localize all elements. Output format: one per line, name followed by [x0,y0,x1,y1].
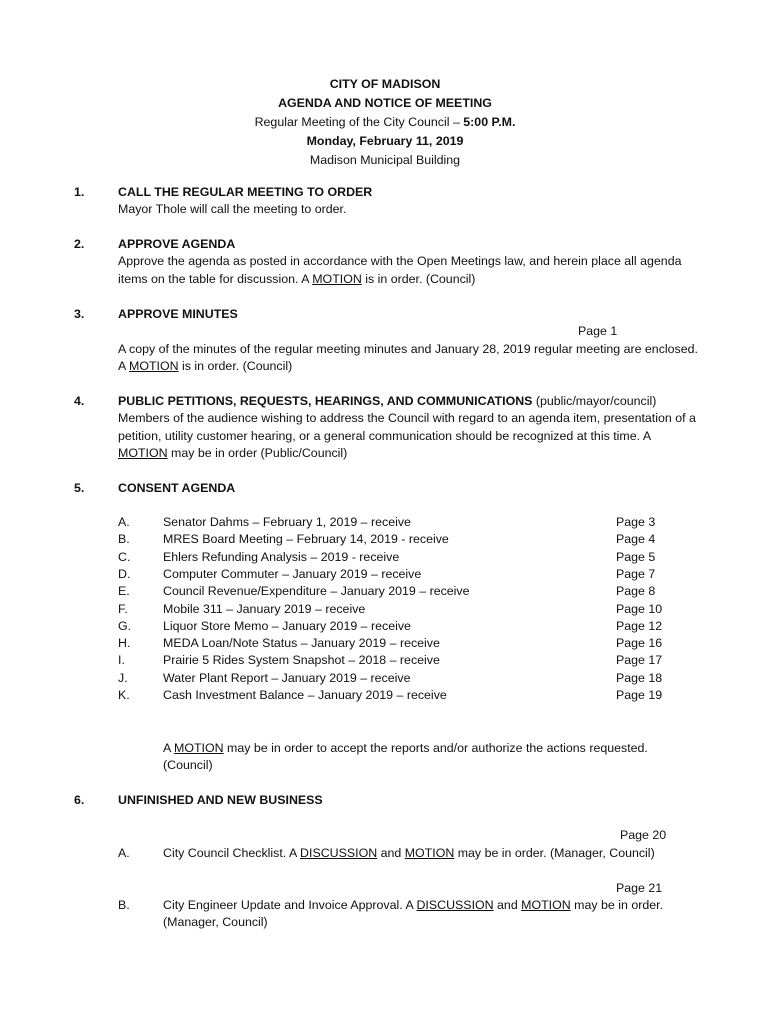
consent-item [0,652,770,669]
page-reference: Page 12 [616,618,663,633]
city-name: CITY OF MADISON [329,77,441,91]
page-reference: Page 7 [616,566,656,581]
section-title: PUBLIC PETITIONS, REQUESTS, HEARINGS, AND COMMUNICATIONS [118,394,533,408]
item-text: Council Revenue/Expenditure – January 2019 – receive [163,584,470,599]
item-text: Mobile 311 – January 2019 – receive [163,601,366,616]
item-letter: B. [118,898,130,912]
item-text: City Council Checklist. A DISCUSSION and MOTION may be in order. (Manager, Council) [163,846,655,860]
section-title: APPROVE AGENDA [118,237,236,251]
item-text: Cash Investment Balance – January 2019 – receive [163,688,447,702]
page-reference: Page 10 [616,601,663,616]
consent-item [0,549,770,566]
item-text: Prairie 5 Rides System Snapshot – 2018 – receive [163,653,440,668]
item-letter: G. [118,618,132,633]
consent-item [0,601,770,618]
item-letter: D. [118,566,131,581]
consent-item [0,583,770,600]
motion-term: MOTION [312,271,362,286]
item-text: MRES Board Meeting – February 14, 2019 - receive [163,532,449,547]
section-number: 3. [74,307,85,321]
section-number: 5. [74,481,85,495]
section-title: UNFINISHED AND NEW BUSINESS [118,793,323,807]
page-reference: Page 19 [616,688,663,702]
motion-term: MOTION [404,846,455,860]
section-number: 2. [74,237,85,251]
meeting-time: 5:00 P.M. [463,115,516,129]
section-text: A copy of the minutes of the regular meeting minutes and January 28, 2019 regular meeting are enclosed. A MOTION is in order. (Council) [118,341,698,374]
consent-item [0,531,770,548]
consent-item [0,635,770,652]
page-reference: Page 1 [578,324,618,339]
consent-item [0,670,770,687]
item-text: Water Plant Report – January 2019 – receive [163,670,411,685]
section-text: Approve the agenda as posted in accordance with the Open Meetings law, and herein place all agenda items on the table for discussion. A MOTION is in order. (Council) [118,254,682,286]
motion-term: MOTION [118,446,168,461]
motion-term: MOTION [521,898,571,912]
item-letter: I. [118,653,125,668]
meeting-date: Monday, February 11, 2019 [306,134,464,148]
page-reference: Page 3 [616,515,656,529]
item-letter: A. [118,846,130,860]
section-number: 4. [74,394,85,408]
consent-item [0,514,770,531]
document-header [0,75,770,170]
item-text: Liquor Store Memo – January 2019 – receive [163,618,411,633]
section-number: 1. [74,185,85,199]
consent-note-text: A MOTION may be in order to accept the reports and/or authorize the actions requested. (Council) [163,741,648,773]
section-text: Members of the audience wishing to address the Council with regard to an agenda item, presentation of a petition, utility customer hearing, or a general communication should be recognized at this time. A MOTION may be in order (Public/Council) [118,411,696,461]
page-reference: Page 20 [620,828,667,842]
section-title: CONSENT AGENDA [118,481,236,495]
document-title: AGENDA AND NOTICE OF MEETING [278,96,492,110]
item-text: Ehlers Refunding Analysis – 2019 - receive [163,549,400,564]
item-text: MEDA Loan/Note Status – January 2019 – receive [163,636,440,651]
item-text: City Engineer Update and Invoice Approval. A DISCUSSION and MOTION may be in order. (Manager, Council) [163,898,664,930]
item-letter: K. [118,688,130,702]
item-letter: H. [118,636,131,651]
section-text: Mayor Thole will call the meeting to order. [118,202,347,217]
section-number: 6. [74,793,85,807]
section-title: CALL THE REGULAR MEETING TO ORDER [118,185,373,199]
page-reference: Page 8 [616,584,656,599]
page-reference: Page 17 [616,653,663,668]
motion-term: MOTION [129,359,179,374]
page-reference: Page 5 [616,549,656,564]
motion-term: MOTION [174,741,224,755]
discussion-term: DISCUSSION [416,898,494,912]
item-text: Senator Dahms – February 1, 2019 – receive [163,515,411,529]
page-reference: Page 4 [616,532,656,547]
consent-item [0,566,770,583]
item-letter: B. [118,532,130,547]
item-letter: F. [118,601,128,616]
consent-item [0,687,770,704]
section-title-line: PUBLIC PETITIONS, REQUESTS, HEARINGS, AND COMMUNICATIONS (public/mayor/council) [118,394,657,408]
item-letter: C. [118,549,131,564]
consent-item [0,618,770,635]
meeting-type: Regular Meeting of the City Council – 5:00 P.M. [254,115,516,129]
page-reference: Page 18 [616,670,663,685]
item-text: Computer Commuter – January 2019 – receive [163,566,422,581]
section-title: APPROVE MINUTES [118,307,238,321]
page-reference: Page 21 [616,881,663,895]
discussion-term: DISCUSSION [300,846,378,860]
item-letter: J. [118,670,128,685]
item-letter: A. [118,515,130,529]
page-reference: Page 16 [616,636,663,651]
item-letter: E. [118,584,130,599]
meeting-location: Madison Municipal Building [309,153,461,167]
